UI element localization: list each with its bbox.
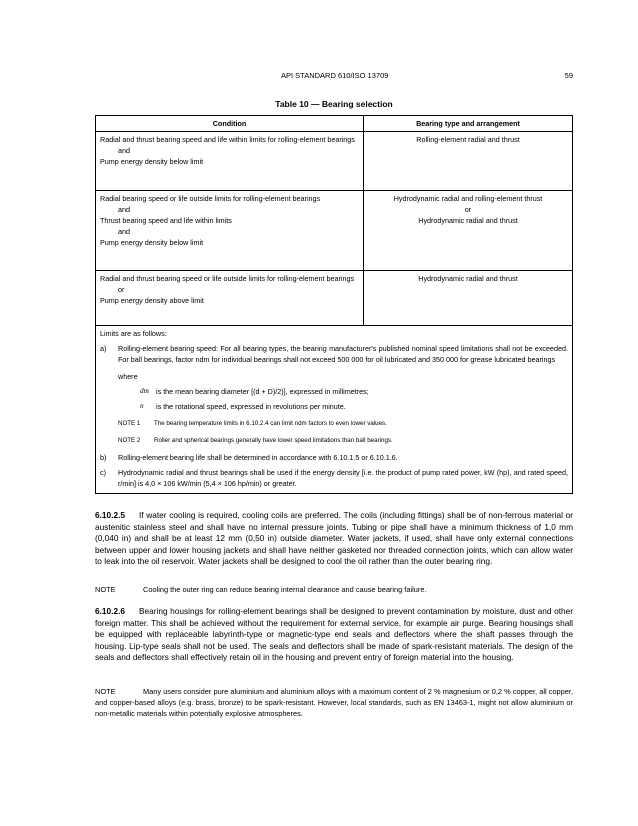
section-6-10-2-6 bbox=[95, 606, 573, 664]
condition-text: Pump energy density below limit bbox=[100, 238, 204, 247]
variable-symbol: dm bbox=[140, 387, 149, 395]
page-number: 59 bbox=[564, 71, 573, 80]
limits-intro: Limits are as follows: bbox=[100, 329, 167, 338]
variable-definition bbox=[140, 401, 568, 412]
item-label: a) bbox=[100, 344, 107, 353]
limit-item-b bbox=[100, 452, 568, 463]
table-note-1 bbox=[118, 418, 568, 429]
limit-item-a bbox=[100, 343, 568, 365]
table-row bbox=[96, 270, 572, 325]
table-caption: Table 10 — Bearing selection bbox=[275, 99, 393, 109]
bearing-selection-table bbox=[95, 115, 573, 494]
note-label: NOTE bbox=[95, 585, 116, 594]
bearing-text: Hydrodynamic radial and thrust bbox=[418, 216, 518, 225]
bearing-text: Rolling-element radial and thrust bbox=[416, 135, 520, 144]
variable-symbol: n bbox=[140, 402, 144, 410]
section-number: 6.10.2.5 bbox=[95, 510, 125, 520]
section-text: If water cooling is required, cooling coils are preferred. The coils (including fittings) shall be of non-ferrous material or austenitic stainless steel and shall have no internal pressure joints. Tubing or pipe shall have a minimum thickness of 1,0 mm (0,040 in) and shall be at least 12 mm (0,50 in) outside diameter. Water jackets, if used, shall have only external connections between upper and lower housing jackets and shall have neither gasketed nor threaded connection joints, which can allow water to leak into the oil reservoir. Water jackets shall be designed to cool the oil rather than the outer bearing ring. bbox=[95, 510, 573, 567]
item-label: c) bbox=[100, 468, 106, 477]
section-text: Bearing housings for rolling-element bearings shall be designed to prevent contamination by moisture, dust and other foreign matter. This shall be achieved without the requirement for external service, for example air purge. Bearing housings shall be equipped with replaceable labyrinth-type or magnetic-type end seals and deflectors where the shaft passes through the housing. Lip-type seals shall not be used. The seals and deflectors shall be made of spark-resistant materials. The design of the seals and deflectors shall effectively retain oil in the housing and prevent entry of foreign material into the housing. bbox=[95, 606, 573, 663]
connector-or: or bbox=[464, 205, 472, 214]
item-label: b) bbox=[100, 453, 107, 462]
variable-text: is the rotational speed, expressed in revolutions per minute. bbox=[156, 402, 346, 411]
column-header-bearing-type: Bearing type and arrangement bbox=[416, 119, 520, 128]
bearing-cell bbox=[364, 132, 572, 190]
note-cooling bbox=[95, 585, 573, 596]
item-text: Rolling-element bearing life shall be determined in accordance with 6.10.1.5 or 6.10.1.6. bbox=[118, 453, 398, 462]
variable-text: is the mean bearing diameter [(d + D)/2)], expressed in millimetres; bbox=[156, 387, 369, 396]
condition-text: Radial bearing speed or life outside limits for rolling-element bearings bbox=[100, 194, 321, 203]
note-text: Cooling the outer ring can reduce bearing internal clearance and cause bearing failure. bbox=[143, 585, 427, 594]
condition-text: Thrust bearing speed and life within limits bbox=[100, 216, 232, 225]
condition-text: Radial and thrust bearing speed or life outside limits for rolling-element bearings bbox=[100, 274, 355, 283]
section-number: 6.10.2.6 bbox=[95, 606, 125, 616]
bearing-text: Hydrodynamic radial and rolling-element thrust bbox=[393, 194, 543, 203]
note-text: Many users consider pure aluminium and aluminium alloys with a maximum content of 2 % magnesium or 0,2 % copper, all copper, and copper-based alloys (e.g. brass, bronze) to be spark-resistant. However, local standards, such as EN 13463-1, might not allow aluminium or non-metallic materials within potentially explosive atmospheres. bbox=[95, 687, 573, 718]
condition-cell bbox=[96, 132, 364, 190]
condition-text: Pump energy density above limit bbox=[100, 296, 204, 305]
condition-text: Radial and thrust bearing speed and life within limits for rolling-element bearings bbox=[100, 135, 355, 144]
note-label: NOTE bbox=[95, 687, 116, 696]
condition-cell bbox=[96, 271, 364, 325]
connector-and: and bbox=[118, 146, 130, 155]
connector-and: and bbox=[118, 205, 130, 214]
bearing-cell bbox=[364, 191, 572, 270]
table-note-2 bbox=[118, 435, 568, 446]
table-row bbox=[96, 190, 572, 270]
condition-text: Pump energy density below limit bbox=[100, 157, 204, 166]
running-header bbox=[95, 71, 573, 83]
connector-or: or bbox=[118, 285, 125, 294]
table-row bbox=[96, 131, 572, 190]
note-label: NOTE 1 bbox=[118, 420, 141, 427]
where-label: where bbox=[118, 372, 138, 381]
document-title: API STANDARD 610/ISO 13709 bbox=[281, 71, 389, 80]
table-header-row bbox=[96, 116, 572, 131]
note-text: The bearing temperature limits in 6.10.2.4 can limit ndm factors to even lower values. bbox=[154, 420, 387, 427]
note-text: Roller and spherical bearings generally have lower speed limitations than ball bearings. bbox=[154, 437, 393, 444]
condition-cell bbox=[96, 191, 364, 270]
column-header-condition: Condition bbox=[96, 116, 364, 131]
bearing-text: Hydrodynamic radial and thrust bbox=[418, 274, 518, 283]
note-spark-resistant bbox=[95, 687, 573, 719]
table-footnote-limits bbox=[96, 325, 572, 493]
section-6-10-2-5 bbox=[95, 510, 573, 568]
variable-definition bbox=[140, 386, 568, 397]
bearing-cell bbox=[364, 271, 572, 325]
limit-item-c bbox=[100, 467, 568, 489]
item-text: Hydrodynamic radial and thrust bearings shall be used if the energy density [i.e. the product of pump rated power, kW (hp), and rated speed, r/min] is 4,0 × 106 kW/min (5,4 × 106 hp/min) or greater. bbox=[118, 468, 568, 488]
note-label: NOTE 2 bbox=[118, 437, 141, 444]
item-text: Rolling-element bearing speed: For all bearing types, the bearing manufacturer's published nominal speed limitations shall not be exceeded. For ball bearings, factor ndm for individual bearings shall not exceed 500 000 for oil lubricated and 350 000 for grease lubricated bearings bbox=[118, 344, 568, 364]
connector-and: and bbox=[118, 227, 130, 236]
